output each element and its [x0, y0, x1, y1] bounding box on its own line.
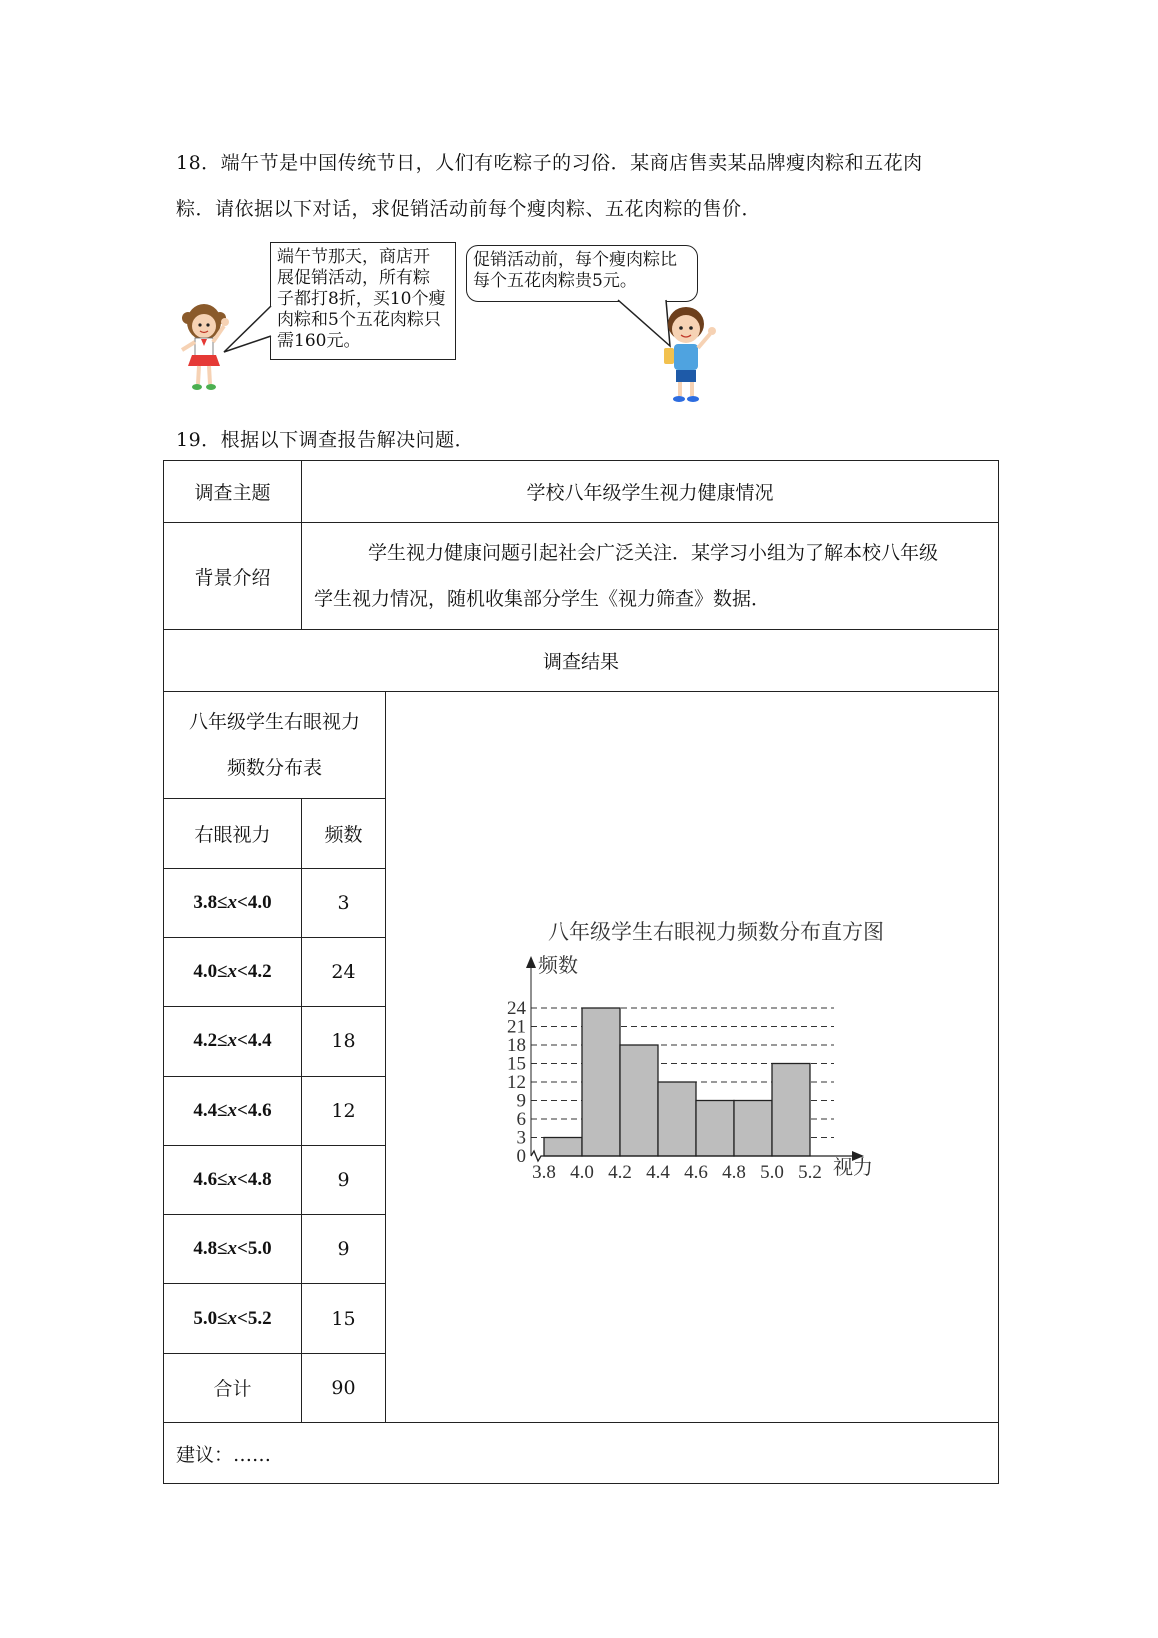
- x-tick-label: 4.0: [570, 1162, 594, 1183]
- frequency-value: 18: [302, 1007, 386, 1076]
- x-tick-label: 4.4: [646, 1162, 670, 1183]
- histogram-chart: [386, 692, 999, 1422]
- y-axis-label: 频数: [538, 955, 578, 977]
- girl-bubble-line: 肉粽和5个五花肉粽只: [277, 310, 441, 330]
- boy-illustration: [656, 302, 722, 404]
- girl-bubble-line: 展促销活动，所有粽: [277, 268, 430, 288]
- frequency-value: 9: [302, 1145, 386, 1214]
- girl-bubble-line: 端午节那天，商店开: [277, 247, 430, 267]
- col-header-vision: 右眼视力: [164, 799, 302, 868]
- frequency-value: 12: [302, 1076, 386, 1145]
- survey-report-table: [163, 460, 999, 1484]
- total-value: 90: [302, 1353, 386, 1422]
- frequency-value: 24: [302, 938, 386, 1007]
- girl-speech-bubble: [270, 242, 456, 360]
- frequency-table-title-line-2: 频数分布表: [226, 757, 322, 780]
- total-label: 合计: [164, 1353, 302, 1422]
- q19-intro: 19．根据以下调查报告解决问题．: [176, 429, 475, 451]
- vision-range: 5.0≤x<5.2: [164, 1284, 302, 1353]
- y-tick-label: 18: [507, 1035, 526, 1056]
- x-tick-label: 4.2: [608, 1162, 632, 1183]
- y-tick-label: 0: [516, 1146, 526, 1167]
- frequency-table-title: [164, 692, 386, 799]
- y-axis-arrow: [526, 956, 536, 968]
- y-tick-label: 24: [507, 998, 526, 1019]
- histogram-bar: [658, 1082, 696, 1156]
- col-header-frequency: 频数: [302, 799, 386, 868]
- topic-label: 调查主题: [164, 461, 302, 523]
- vision-range: 3.8≤x<4.0: [164, 868, 302, 937]
- x-tick-label: 4.8: [722, 1162, 746, 1183]
- y-tick-label: 3: [516, 1127, 526, 1149]
- y-tick-label: 21: [507, 1016, 526, 1038]
- histogram-bar: [772, 1064, 810, 1157]
- results-label: 调查结果: [164, 630, 999, 692]
- histogram-bar: [620, 1045, 658, 1156]
- boy-speech-bubble: [466, 245, 698, 302]
- q18-line-1: 18．端午节是中国传统节日，人们有吃粽子的习俗．某商店售卖某品牌瘦肉粽和五花肉: [176, 152, 923, 174]
- x-tick-label: 3.8: [532, 1162, 556, 1183]
- x-tick-label: 4.6: [684, 1162, 708, 1183]
- vision-range: 4.2≤x<4.4: [164, 1007, 302, 1076]
- girl-bubble-line: 需160元。: [277, 331, 361, 351]
- girl-bubble-line: 子都打8折，买10个瘦: [277, 289, 446, 309]
- background-text: [302, 523, 999, 630]
- background-label: 背景介绍: [164, 523, 302, 630]
- x-tick-label: 5.0: [760, 1162, 784, 1183]
- vision-range: 4.6≤x<4.8: [164, 1145, 302, 1214]
- x-tick-label: 5.2: [798, 1162, 822, 1183]
- background-line-1: 学生视力健康问题引起社会广泛关注．某学习小组为了解本校八年级: [368, 542, 939, 564]
- q18-line-2: 粽．请依据以下对话，求促销活动前每个瘦肉粽、五花肉粽的售价．: [176, 198, 762, 220]
- y-tick-label: 12: [507, 1072, 526, 1093]
- frequency-value: 3: [302, 868, 386, 937]
- histogram-bar: [582, 1008, 620, 1156]
- histogram-cell: [386, 692, 999, 1423]
- vision-range: 4.4≤x<4.6: [164, 1076, 302, 1145]
- y-tick-label: 15: [507, 1053, 526, 1075]
- histogram-bar: [734, 1101, 772, 1157]
- y-tick-label: 6: [516, 1109, 526, 1130]
- frequency-table-title-line-1: 八年级学生右眼视力: [188, 711, 360, 734]
- vision-range: 4.8≤x<5.0: [164, 1215, 302, 1284]
- topic-value: 学校八年级学生视力健康情况: [302, 461, 999, 523]
- vision-range: 4.0≤x<4.2: [164, 938, 302, 1007]
- histogram-bar: [696, 1101, 734, 1157]
- frequency-value: 15: [302, 1284, 386, 1353]
- background-line-2: 学生视力情况，随机收集部分学生《视力筛查》数据．: [314, 588, 771, 610]
- girl-illustration: [176, 300, 236, 395]
- boy-bubble-line: 促销活动前，每个瘦肉粽比: [473, 250, 677, 270]
- chart-title: 八年级学生右眼视力频数分布直方图: [548, 920, 884, 944]
- boy-bubble-line: 每个五花肉粽贵5元。: [473, 271, 637, 291]
- frequency-value: 9: [302, 1215, 386, 1284]
- suggestion: 建议：……: [164, 1423, 999, 1484]
- y-tick-label: 9: [516, 1090, 526, 1112]
- x-axis-label: 视力: [833, 1157, 873, 1179]
- histogram-bar: [544, 1138, 582, 1157]
